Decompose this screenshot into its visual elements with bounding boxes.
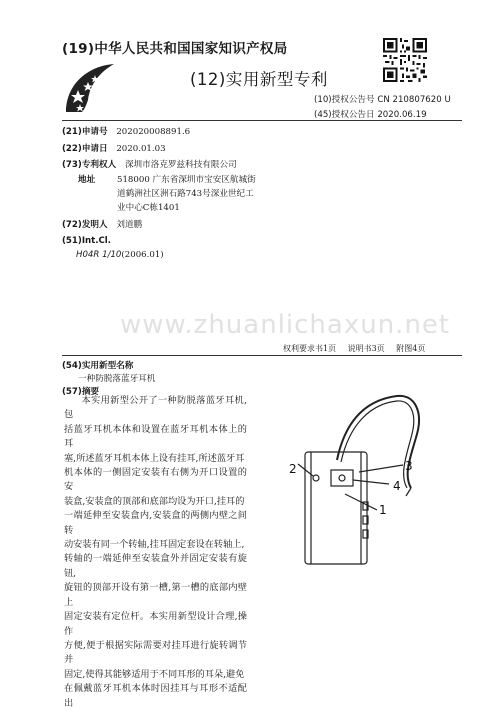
abstract-line: 在佩戴蓝牙耳机本体时因挂耳与耳形不适配出 [64, 683, 247, 709]
filing-date-row [62, 142, 166, 154]
patent-office-heading: (19)中华人民共和国国家知识产权局 [62, 41, 288, 57]
int-cl-code: H04R 1/10 [76, 250, 122, 260]
page-counts [283, 343, 434, 354]
abstract-line: 塞,所述蓝牙耳机本体上设有挂耳,所述蓝牙耳 [64, 452, 245, 464]
address-label: 地址 [78, 175, 96, 185]
application-number: 202020008891.6 [116, 127, 191, 137]
drawings-pages: 附图4页 [396, 344, 426, 353]
watermark: www.zhuanlichaxun.net [120, 310, 451, 340]
patentee: 深圳市洛克罗兹科技有限公司 [124, 160, 237, 170]
int-cl-row [76, 250, 164, 260]
cnipa-logo-icon [62, 60, 122, 115]
abstract-text [64, 394, 247, 711]
inventor: 刘道鹏 [116, 220, 143, 230]
figure-label-1: 1 [379, 503, 387, 517]
patent-type-heading: (12)实用新型专利 [190, 70, 328, 89]
abstract-line: 方便,便于根据实际需要对挂耳进行旋转调节并 [64, 639, 247, 666]
abstract-line: 机本体的一侧固定安装有右侧为开口设置的安 [64, 467, 247, 493]
abstract-line: 一端延伸至安装盒内,安装盒的两侧内壁之间转 [64, 510, 247, 536]
abstract-line: 旋钮的顶部开设有第一槽,第一槽的底部内壁上 [64, 582, 247, 608]
abstract-line: 固定安装有定位杆。本实用新型设计合理,操作 [64, 611, 247, 637]
abstract-line: 固定,使得其能够适用于不同耳形的耳朵,避免 [64, 668, 245, 680]
figure-label-4: 4 [393, 479, 401, 493]
figure-label-3: 3 [405, 459, 413, 473]
inventor-label: (72)发明人 [62, 220, 108, 230]
application-number-row [62, 125, 190, 137]
qr-code-icon [383, 38, 427, 82]
filing-date: 2020.01.03 [116, 144, 166, 154]
abstract-line: 装盒,安装盒的顶部和底部均设为开口,挂耳的 [64, 495, 245, 507]
address-line-2: 道鹤洲社区洲石路743号深业世纪工 [117, 189, 254, 199]
figure-label-2: 2 [289, 462, 297, 476]
title-label: (54)实用新型名称 [62, 361, 134, 371]
abstract-label: (57)摘要 [62, 387, 100, 397]
address-line-1: 518000 广东省深圳市宝安区航城街 [117, 175, 256, 185]
abstract-line: 括蓝牙耳机本体和设置在蓝牙耳机本体上的耳 [64, 423, 247, 450]
patentee-label: (73)专利权人 [62, 160, 117, 170]
application-number-label: (21)申请号 [62, 127, 108, 137]
claims-pages: 权利要求书1页 [283, 344, 337, 353]
abstract-line: 本实用新型公开了一种防脱落蓝牙耳机,包 [64, 395, 247, 421]
earphone-figure [255, 382, 435, 566]
grant-date: (45)授权公告日 2020.06.19 [314, 110, 427, 120]
divider-top [62, 120, 462, 121]
abstract-line: 转轴的一端延伸至安装盒外并固定安装有旋钮, [64, 553, 247, 579]
grant-number: (10)授权公告号 CN 210807620 U [314, 95, 451, 105]
filing-date-label: (22)申请日 [62, 144, 108, 154]
inventor-row [62, 218, 142, 230]
description-pages: 说明书3页 [347, 344, 385, 353]
utility-model-title: 一种防脱落蓝牙耳机 [78, 374, 156, 384]
abstract-line: 动安装有同一个转轴,挂耳固定套设在转轴上, [64, 539, 245, 551]
patentee-row [62, 158, 237, 170]
address-line-3: 业中心C栋1401 [117, 203, 180, 213]
int-cl-label: (51)Int.Cl. [62, 236, 112, 246]
int-cl-year: (2006.01) [121, 250, 164, 260]
divider-middle [62, 355, 462, 356]
